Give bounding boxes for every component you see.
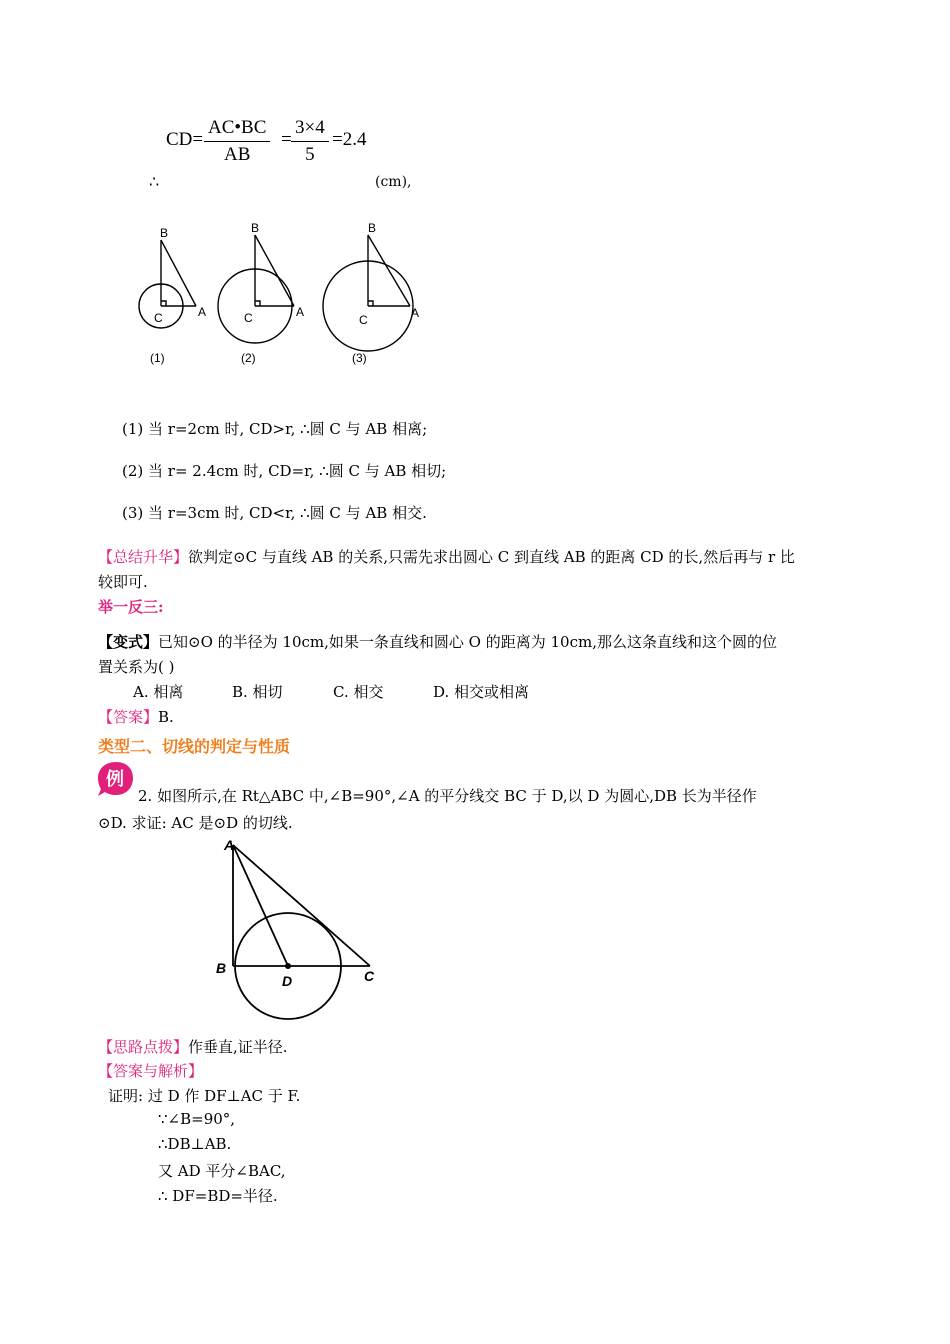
hint-text: 作垂直,证半径.: [188, 1038, 288, 1056]
formula-equals: =: [281, 129, 292, 150]
example-line-2: ⊙D. 求证: AC 是⊙D 的切线.: [98, 814, 293, 832]
formula-lhs: CD=: [166, 129, 204, 150]
solution-line-1: 证明: 过 D 作 DF⊥AC 于 F.: [108, 1087, 301, 1105]
therefore-symbol: ∴: [149, 172, 160, 191]
summary-text-1: 欲判定⊙C 与直线 AB 的关系,只需先求出圆心 C 到直线 AB 的距离 CD 的长,然后再与 r 比: [188, 548, 795, 566]
fraction-1-numerator: AC•BC: [208, 117, 267, 138]
fig1-caption: (1): [150, 351, 165, 365]
figure-1: [139, 240, 196, 328]
fraction-2-denominator: 5: [291, 141, 329, 166]
fig-label-a: A: [224, 837, 235, 853]
variant-option-b: B. 相切: [232, 683, 283, 701]
hint-label: 【思路点拨】: [98, 1038, 189, 1056]
summary-line-2: 较即可.: [98, 573, 148, 591]
fig3-label-b: B: [368, 221, 377, 235]
section-title: 类型二、切线的判定与性质: [98, 737, 291, 756]
fig1-label-b: B: [160, 226, 169, 240]
fraction-1: [204, 117, 270, 166]
practice-heading: 举一反三:: [98, 598, 164, 616]
fig2-caption: (2): [241, 351, 256, 365]
summary-label: 【总结升华】: [98, 548, 189, 566]
fig3-label-a: A: [411, 306, 420, 320]
fig-label-b: B: [216, 960, 227, 976]
case-line-1: (1) 当 r=2cm 时, CD>r, ∴圆 C 与 AB 相离;: [122, 420, 428, 438]
example-line-1: 2. 如图所示,在 Rt△ABC 中,∠B=90°,∠A 的平分线交 BC 于 D,以 D 为圆心,DB 长为半径作: [138, 787, 757, 805]
variant-text-1: 已知⊙O 的半径为 10cm,如果一条直线和圆心 O 的距离为 10cm,那么这条直线和这个圆的位: [158, 633, 777, 651]
answer-line: [98, 706, 174, 727]
circle-figures: [130, 210, 450, 370]
case-line-3: (3) 当 r=3cm 时, CD<r, ∴圆 C 与 AB 相交.: [122, 504, 427, 522]
variant-option-d: D. 相交或相离: [433, 683, 530, 701]
fig1-label-c: C: [154, 311, 163, 325]
figure-2: [218, 235, 294, 343]
fig-label-d: D: [282, 973, 293, 989]
variant-label: 【变式】: [98, 633, 159, 651]
fig2-label-b: B: [251, 221, 260, 235]
solution-label: 【答案与解析】: [98, 1062, 204, 1080]
fig3-label-c: C: [359, 313, 368, 327]
unit-cm: (cm),: [375, 174, 412, 190]
variant-line-2: 置关系为( ): [98, 658, 175, 676]
solution-line-4: 又 AD 平分∠BAC,: [158, 1162, 286, 1180]
fig2-label-c: C: [244, 311, 253, 325]
answer-text: B.: [158, 708, 174, 726]
formula-result: =2.4: [332, 129, 367, 150]
case-line-2: (2) 当 r= 2.4cm 时, CD=r, ∴圆 C 与 AB 相切;: [122, 462, 447, 480]
fraction-2-numerator: 3×4: [295, 117, 325, 138]
summary-line-1: [98, 546, 795, 567]
example-badge-text: 例: [106, 769, 124, 790]
example-badge-icon: [96, 759, 136, 799]
fig-label-c: C: [364, 968, 375, 984]
solution-line-2: ∵∠B=90°,: [158, 1110, 236, 1128]
variant-line-1: [98, 631, 777, 652]
fig1-label-a: A: [198, 305, 207, 319]
answer-label: 【答案】: [98, 708, 159, 726]
variant-option-a: A. 相离: [133, 683, 184, 701]
fig2-label-a: A: [296, 305, 305, 319]
fraction-2: [291, 117, 329, 166]
variant-option-c: C. 相交: [333, 683, 384, 701]
figure-3: [323, 235, 413, 351]
fig3-caption: (3): [352, 351, 367, 365]
hint-line: [98, 1036, 288, 1057]
fraction-1-denominator: AB: [204, 141, 270, 166]
solution-line-5: ∴ DF=BD=半径.: [158, 1187, 278, 1205]
solution-line-3: ∴DB⊥AB.: [158, 1135, 232, 1153]
geometry-figure: [210, 830, 390, 1025]
